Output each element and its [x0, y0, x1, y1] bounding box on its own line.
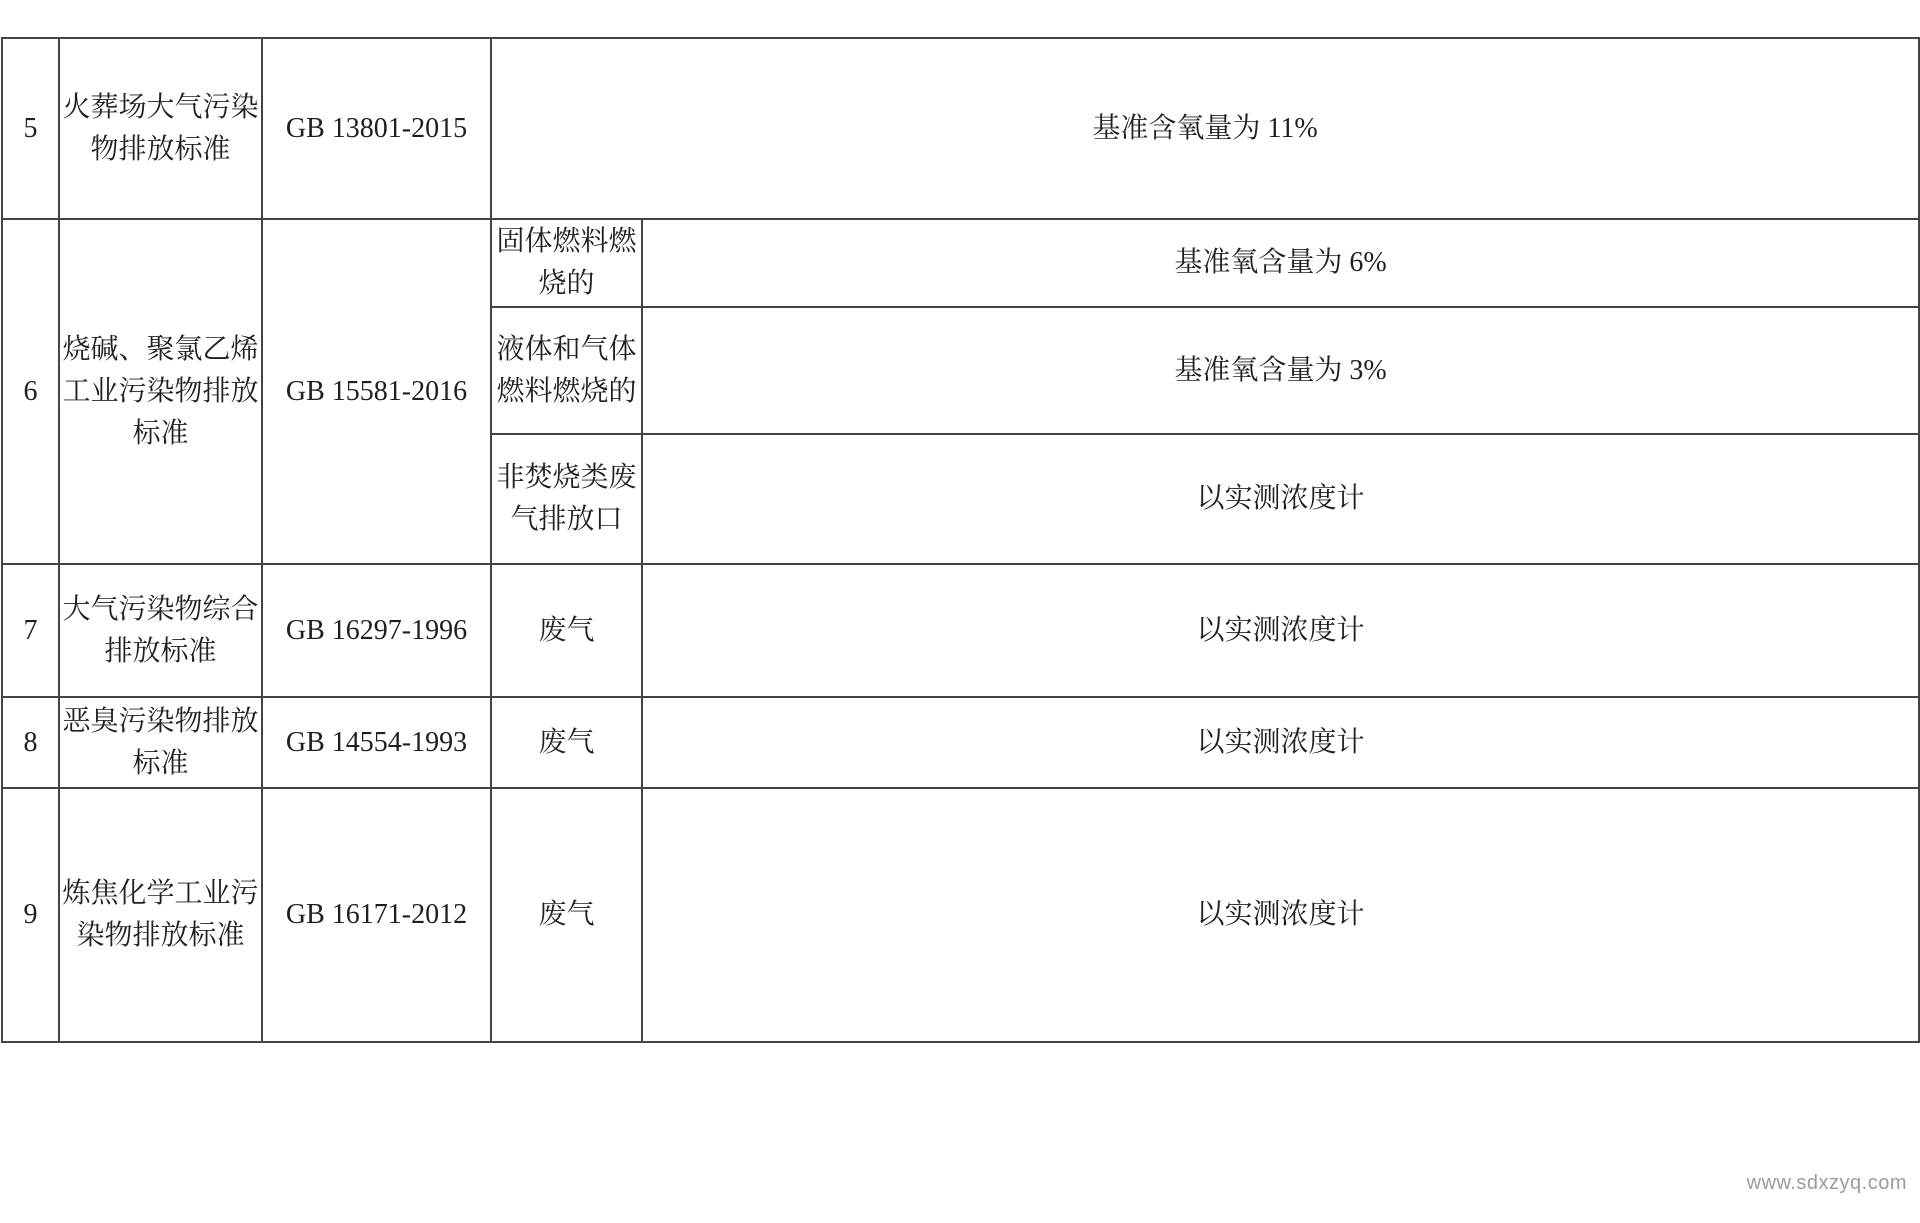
row-number-cell: 6: [2, 219, 59, 564]
remark-cell: 基准含氧量为 11%: [491, 38, 1919, 219]
row-number-cell: 7: [2, 564, 59, 697]
table-row: [2, 219, 1919, 307]
row-number-cell: 8: [2, 697, 59, 788]
standard-name-cell: 大气污染物综合排放标准: [59, 564, 262, 697]
category-cell: 非焚烧类废气排放口: [491, 434, 642, 564]
standard-name-cell: 恶臭污染物排放标准: [59, 697, 262, 788]
category-cell: 废气: [491, 788, 642, 1042]
row-number-cell: 9: [2, 788, 59, 1042]
remark-cell: 以实测浓度计: [642, 434, 1919, 564]
table-row: [2, 564, 1919, 697]
remark-cell: 以实测浓度计: [642, 697, 1919, 788]
standard-code-cell: GB 13801-2015: [262, 38, 491, 219]
remark-cell: 以实测浓度计: [642, 564, 1919, 697]
category-cell: 废气: [491, 697, 642, 788]
table-row: [2, 697, 1919, 788]
remark-cell: 基准氧含量为 6%: [642, 219, 1919, 307]
category-cell: 废气: [491, 564, 642, 697]
remark-cell: 以实测浓度计: [642, 788, 1919, 1042]
standard-code-cell: GB 14554-1993: [262, 697, 491, 788]
standard-code-cell: GB 16297-1996: [262, 564, 491, 697]
standard-name-cell: 烧碱、聚氯乙烯工业污染物排放标准: [59, 219, 262, 564]
standards-table: [1, 37, 1920, 1043]
table-row: [2, 788, 1919, 1042]
standard-code-cell: GB 16171-2012: [262, 788, 491, 1042]
table-row: [2, 38, 1919, 219]
standard-name-cell: 炼焦化学工业污染物排放标准: [59, 788, 262, 1042]
remark-cell: 基准氧含量为 3%: [642, 307, 1919, 434]
standard-name-cell: 火葬场大气污染物排放标准: [59, 38, 262, 219]
site-watermark: www.sdxzyq.com: [1746, 1172, 1907, 1194]
category-cell: 固体燃料燃烧的: [491, 219, 642, 307]
standard-code-cell: GB 15581-2016: [262, 219, 491, 564]
row-number-cell: 5: [2, 38, 59, 219]
category-cell: 液体和气体燃料燃烧的: [491, 307, 642, 434]
